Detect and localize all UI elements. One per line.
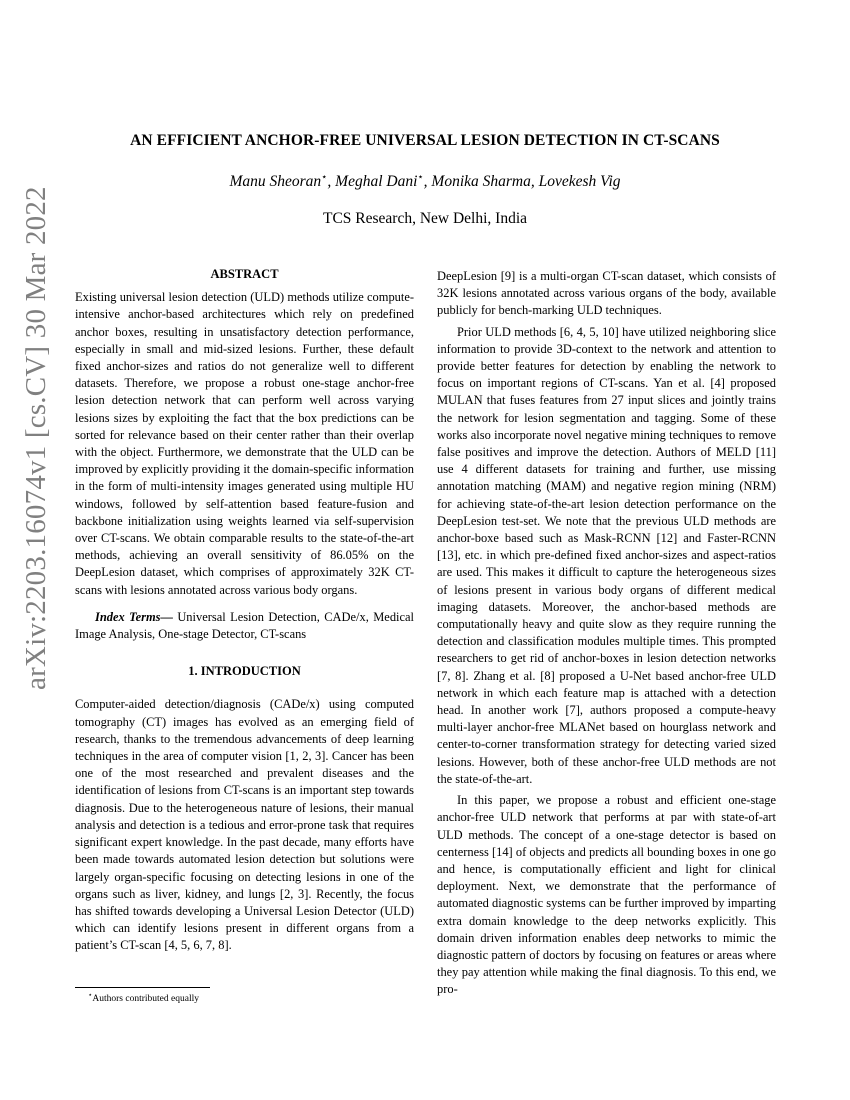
affiliation: TCS Research, New Delhi, India bbox=[322, 210, 528, 227]
author-2: Meghal Dani bbox=[335, 173, 418, 191]
footnote-text: Authors contributed equally bbox=[92, 994, 199, 1005]
intro-paragraph-3: Prior ULD methods [6, 4, 5, 10] have utilized neighboring slice information to provide 3D-context to the network and attention to provide better features for detection by enabling the network to focus on important regions of CT-scans. Yan et al. [4] proposed MULAN that fuses features from 27 input slices and jointly trains the network for lesion segmentation and tagging. Some of these works also incorporate novel negative mining techniques to remove false positives and improve the detection. Authors of MELD [11] use 4 different datasets for training and further, use missing annotation matching (MAM) and negative region mining (NRM) for achieving state-of-the-art lesion detection performance on the DeepLesion test-set. We note that the previous ULD methods are anchor-boxe based such as Mask-RCNN [12] and Faster-RCNN [13], etc. in which pre-defined fixed anchor-sizes and aspect-ratios are used. This makes it difficult to capture the heterogeneous sizes of lesions present in various body organs of different medical imaging datasets. Moreover, the anchor-based methods are computationally heavy and quite slow as they require running the detection and classification modules multiple times. This prompted researchers to get rid of anchor-boxes in lesion detection networks [7, 8]. Zhang et al. [8] proposed a U-Net based anchor-free ULD network in which each feature map is attached with a detection head. In another work [7], authors proposed a compute-heavy multi-layer anchor-free MLANet based on hourglass network and center-to-corner transformation strategy for detecting varied sized lesions. However, both of these anchor-free ULD methods are not the state-of-the-art. bbox=[437, 324, 776, 786]
arxiv-identifier-stamp: arXiv:2203.16074v1 [cs.CV] 30 Mar 2022 bbox=[20, 186, 52, 690]
introduction-heading: 1. INTRODUCTION bbox=[188, 664, 301, 679]
author-list: Manu Sheoran⋆, Meghal Dani⋆, Monika Sharma, Lovekesh Vig bbox=[229, 172, 621, 191]
intro-paragraph-2: DeepLesion [9] is a multi-organ CT-scan dataset, which consists of 32K lesions annotated across various organs of the body, available publicly for bench-marking ULD techniques. bbox=[437, 269, 776, 318]
equal-contribution-mark: ⋆ bbox=[417, 172, 424, 183]
index-terms-label: Index Terms— bbox=[95, 609, 173, 624]
abstract-body: Existing universal lesion detection (ULD) methods utilize compute-intensive anchor-based architectures which rely on predefined anchor boxes, resulting in unsatisfactory detection performance, especially in small and mid-sized lesions. Further, these default fixed anchor-sizes and ratios do not generalize well to different datasets. Therefore, we propose a robust one-stage anchor-free lesion detection network that can perform well across varying lesions sizes by exploiting the fact that the box predictions can be sorted for relevance based on their center rather than their overlap with the object. Furthermore, we demonstrate that the ULD can be improved by explicitly providing it the domain-specific information in the form of multi-intensity images generated using multiple HU windows, followed by self-attention based feature-fusion and backbone initialization using weights learned via self-supervision over CT-scans. We obtain comparable results to the state-of-the-art methods, achieving an overall sensitivity of 86.05% on the DeepLesion dataset, which comprises of approximately 32K CT-scans with lesions annotated across various body organs. bbox=[75, 290, 414, 597]
footnote-divider bbox=[75, 987, 210, 988]
right-column bbox=[437, 268, 776, 999]
intro-paragraph-4: In this paper, we propose a robust and efficient one-stage anchor-free ULD network that performs at par with state-of-art ULD methods. The concept of a one-stage detector is based on centerness [14] of objects and predicts all bounding boxes in one go and hence, is computationally efficient and light for clinical deployment. Next, we demonstrate that the performance of automated diagnostic systems can be further improved by imparting extra domain knowledge to the deep networks explicitly. This domain driven information enables deep networks to mimic the diagnostic pattern of doctors by focusing on features or areas where they pay attention while making the final diagnosis. To this end, we pro- bbox=[437, 793, 776, 997]
author-1: Manu Sheoran bbox=[229, 173, 322, 191]
footnote-mark: ⋆ bbox=[88, 991, 93, 999]
paper-title: AN EFFICIENT ANCHOR-FREE UNIVERSAL LESION DETECTION IN CT-SCANS bbox=[130, 132, 720, 149]
index-terms-text: Universal Lesion Detection, CADe/x, Medical Image Analysis, One-stage Detector, CT-scans bbox=[75, 609, 414, 642]
intro-paragraph-1: Computer-aided detection/diagnosis (CADe/x) using computed tomography (CT) images has evolved as an emerging field of research, thanks to the tremendous advancements of deep learning techniques in the area of computer vision [1, 2, 3]. Cancer has been one of the most researched and prevalent diseases and the identification of lesions from CT-scans is an important step towards diagnosis. Due to the heterogeneous nature of lesions, their manual analysis and detection is a tedious and error-prone task that requires significant expert knowledge. In the past decade, many efforts have been made towards automated lesion detection but solutions were largely organ-specific focusing on detecting lesions in one of the organs such as liver, kidney, and lungs [2, 3]. Recently, the focus has shifted towards developing a Universal Lesion Detector (ULD) which can identify lesions present in different organs from a patient’s CT-scan [4, 5, 6, 7, 8]. bbox=[75, 697, 414, 953]
left-column bbox=[75, 266, 414, 955]
abstract-heading: ABSTRACT bbox=[210, 267, 279, 281]
equal-contribution-mark: ⋆ bbox=[321, 172, 328, 183]
index-terms bbox=[75, 609, 414, 643]
author-3-4: Monika Sharma, Lovekesh Vig bbox=[431, 173, 621, 191]
footnote bbox=[88, 991, 199, 1004]
